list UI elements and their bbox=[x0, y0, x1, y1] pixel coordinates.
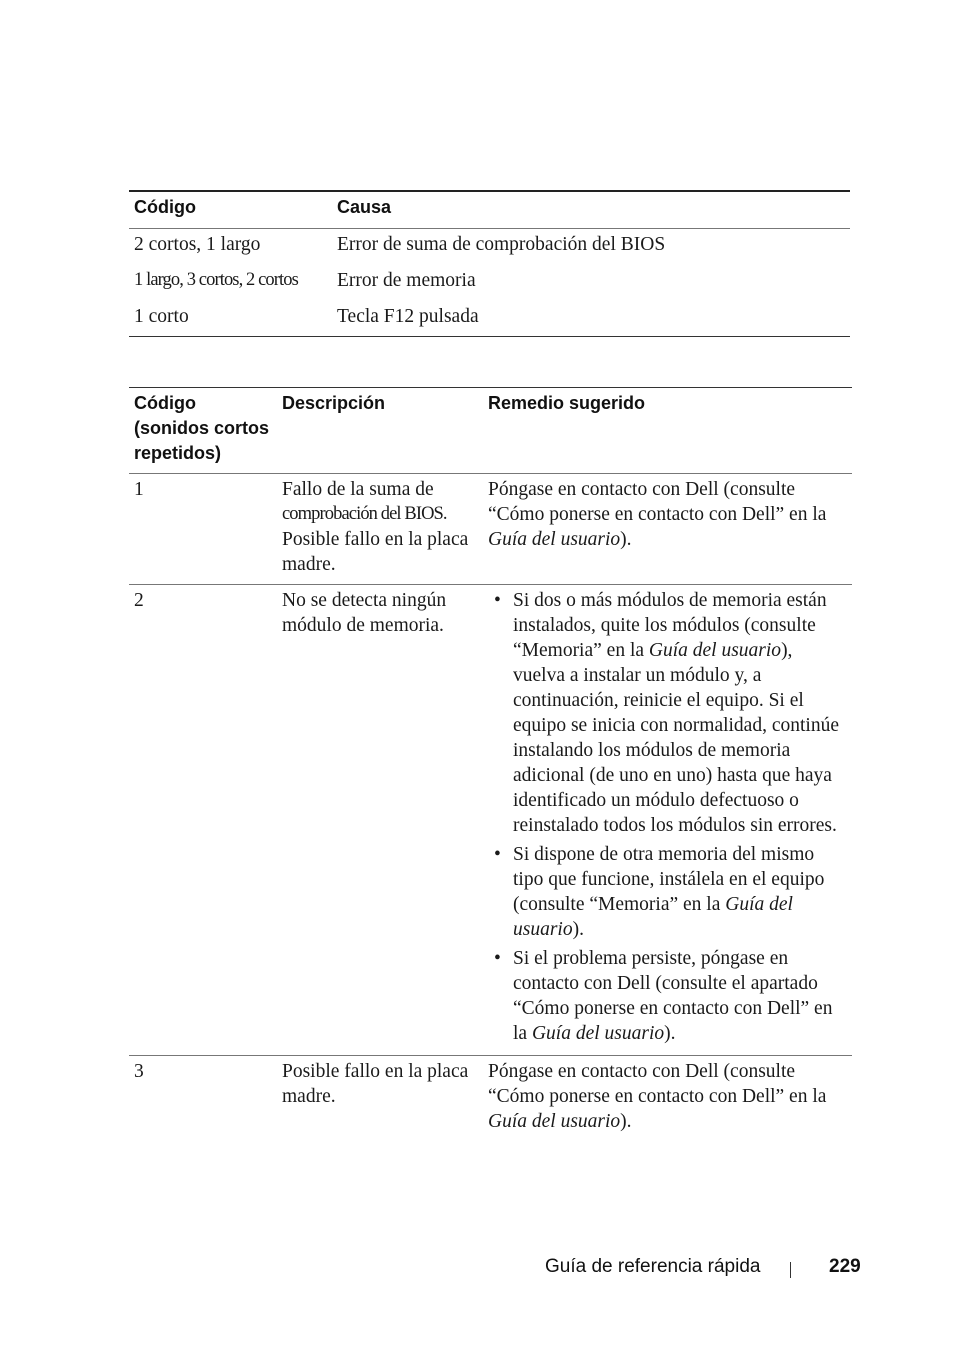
table-row-remedy: Póngase en contacto con Dell (consulte “Cómo ponerse en contacto con Dell” en la Guía del usuario). bbox=[488, 1061, 827, 1132]
table-row-code: 2 bbox=[134, 590, 144, 611]
list-item: • Si dos o más módulos de memoria están instalados, quite los módulos (consulte “Memoria” en la Guía del usuario), vuelva a instalar un módulo y, a continuación, reinicie el equipo. Si el equipo se inicia con normalidad, continúe instalando los módulos de memoria adicional (de uno en uno) hasta que haya identificado un módulo defectuoso o reinstalado todos los módulos sin errores. bbox=[494, 590, 839, 836]
table-row-code: 1 corto bbox=[134, 306, 189, 327]
table-row-description: Posible fallo en la placa madre. bbox=[282, 1061, 469, 1107]
row-rule bbox=[129, 1055, 852, 1056]
table-top-rule bbox=[129, 387, 852, 388]
list-item: • Si dispone de otra memoria del mismo tipo que funcione, instálela en el equipo (consulte “Memoria” en la Guía del usuario). bbox=[494, 844, 825, 940]
header-rule bbox=[129, 228, 850, 229]
table-row-cause: Tecla F12 pulsada bbox=[337, 306, 479, 327]
footer-separator bbox=[790, 1262, 791, 1278]
header-rule bbox=[129, 473, 852, 474]
column-header-code: Código bbox=[134, 197, 196, 217]
column-header-cause: Causa bbox=[337, 197, 392, 217]
page-number: 229 bbox=[829, 1256, 861, 1277]
bullet-icon: • bbox=[494, 948, 501, 969]
bullet-icon: • bbox=[494, 590, 501, 611]
column-header-description: Descripción bbox=[282, 393, 386, 413]
table-top-rule bbox=[129, 190, 850, 192]
table-row-code: 2 cortos, 1 largo bbox=[134, 234, 261, 255]
remedy-bullet-list bbox=[488, 588, 848, 1050]
list-item: • Si el problema persiste, póngase en contacto con Dell (consulte el apartado “Cómo ponerse en contacto con Dell” en la Guía del usuario). bbox=[494, 948, 833, 1044]
table-row-cause: Error de suma de comprobación del BIOS bbox=[337, 234, 666, 255]
table-row-remedy: Póngase en contacto con Dell (consulte “Cómo ponerse en contacto con Dell” en la Guía del usuario). bbox=[488, 479, 827, 550]
bullet-icon: • bbox=[494, 844, 501, 865]
column-header-code: Código (sonidos cortos repetidos) bbox=[134, 393, 270, 463]
row-rule bbox=[129, 584, 852, 585]
footer-title: Guía de referencia rápida bbox=[545, 1256, 761, 1277]
table-row-code: 3 bbox=[134, 1061, 144, 1082]
table-row-description: No se detecta ningún módulo de memoria. bbox=[282, 590, 447, 636]
table-row-code: 1 largo, 3 cortos, 2 cortos bbox=[134, 270, 298, 290]
table-row-description: Fallo de la suma de comprobación del BIOS. Posible fallo en la placa madre. bbox=[282, 479, 469, 575]
table-row-code: 1 bbox=[134, 479, 144, 500]
column-header-remedy: Remedio sugerido bbox=[488, 393, 646, 413]
table-bottom-rule bbox=[129, 336, 850, 337]
table-row-cause: Error de memoria bbox=[337, 270, 476, 291]
